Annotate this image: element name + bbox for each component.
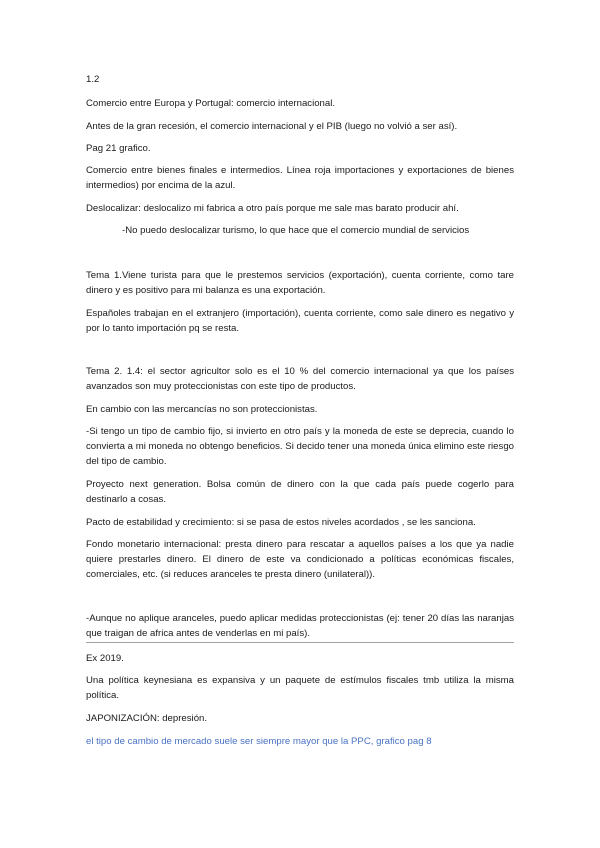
paragraph: Proyecto next generation. Bolsa común de dinero con la que cada país puede cogerlo para destinarlo a cosas. — [86, 479, 514, 505]
paragraph: Tema 2. 1.4: el sector agricultor solo es el 10 % del comercio internacional ya que los países avanzados son muy proteccionistas con este tipo de productos. — [86, 366, 514, 392]
paragraph: Pacto de estabilidad y crecimiento: si se pasa de estos niveles acordados , se les sanciona. — [86, 517, 476, 528]
paragraph: -Aunque no aplique aranceles, puedo aplicar medidas proteccionistas (ej: tener 20 días las naranjas que traigan de africa antes de venderlas en mi país). — [86, 613, 514, 639]
horizontal-rule — [86, 642, 514, 643]
paragraph: Una política keynesiana es expansiva y un paquete de estímulos fiscales tmb utiliza la misma política. — [86, 675, 514, 701]
paragraph: En cambio con las mercancías no son proteccionistas. — [86, 404, 318, 415]
paragraph: Tema 1.Viene turista para que le prestemos servicios (exportación), cuenta corriente, como tare dinero y es positivo para mi balanza es una exportación. — [86, 270, 514, 296]
paragraph: JAPONIZACIÓN: depresión. — [86, 713, 208, 724]
paragraph: Españoles trabajan en el extranjero (importación), cuenta corriente, como sale dinero es negativo y por lo tanto importación pq se resta. — [86, 308, 514, 334]
paragraph: Comercio entre Europa y Portugal: comercio internacional. — [86, 98, 336, 109]
paragraph: Comercio entre bienes finales e intermedios. Línea roja importaciones y exportaciones de bienes intermedios) por encima de la azul. — [86, 165, 514, 191]
paragraph-indented: -No puedo deslocalizar turismo, lo que hace que el comercio mundial de servicios — [122, 225, 470, 236]
paragraph: Antes de la gran recesión, el comercio internacional y el PIB (luego no volvió a ser así). — [86, 121, 458, 132]
section-number: 1.2 — [86, 74, 100, 85]
paragraph: Pag 21 grafico. — [86, 143, 151, 154]
blue-paragraph: el tipo de cambio de mercado suele ser siempre mayor que la PPC, grafico pag 8 — [86, 736, 432, 747]
paragraph: Ex 2019. — [86, 653, 124, 664]
paragraph: Deslocalizar: deslocalizo mi fabrica a otro país porque me sale mas barato producir ahí. — [86, 203, 459, 214]
paragraph: -Si tengo un tipo de cambio fijo, si invierto en otro país y la moneda de este se deprecia, cuando lo convierta a mi moneda no obtengo beneficios. Si decido tener una moneda única elimino este riesgo del tipo de cambio. — [86, 426, 514, 467]
paragraph: Fondo monetario internacional: presta dinero para rescatar a aquellos países a los que ya nadie quiere prestarles dinero. El dinero de este va condicionado a políticas económicas fiscales, comerciales, etc. (si reduces aranceles te presta dinero (unilateral)). — [86, 539, 514, 580]
